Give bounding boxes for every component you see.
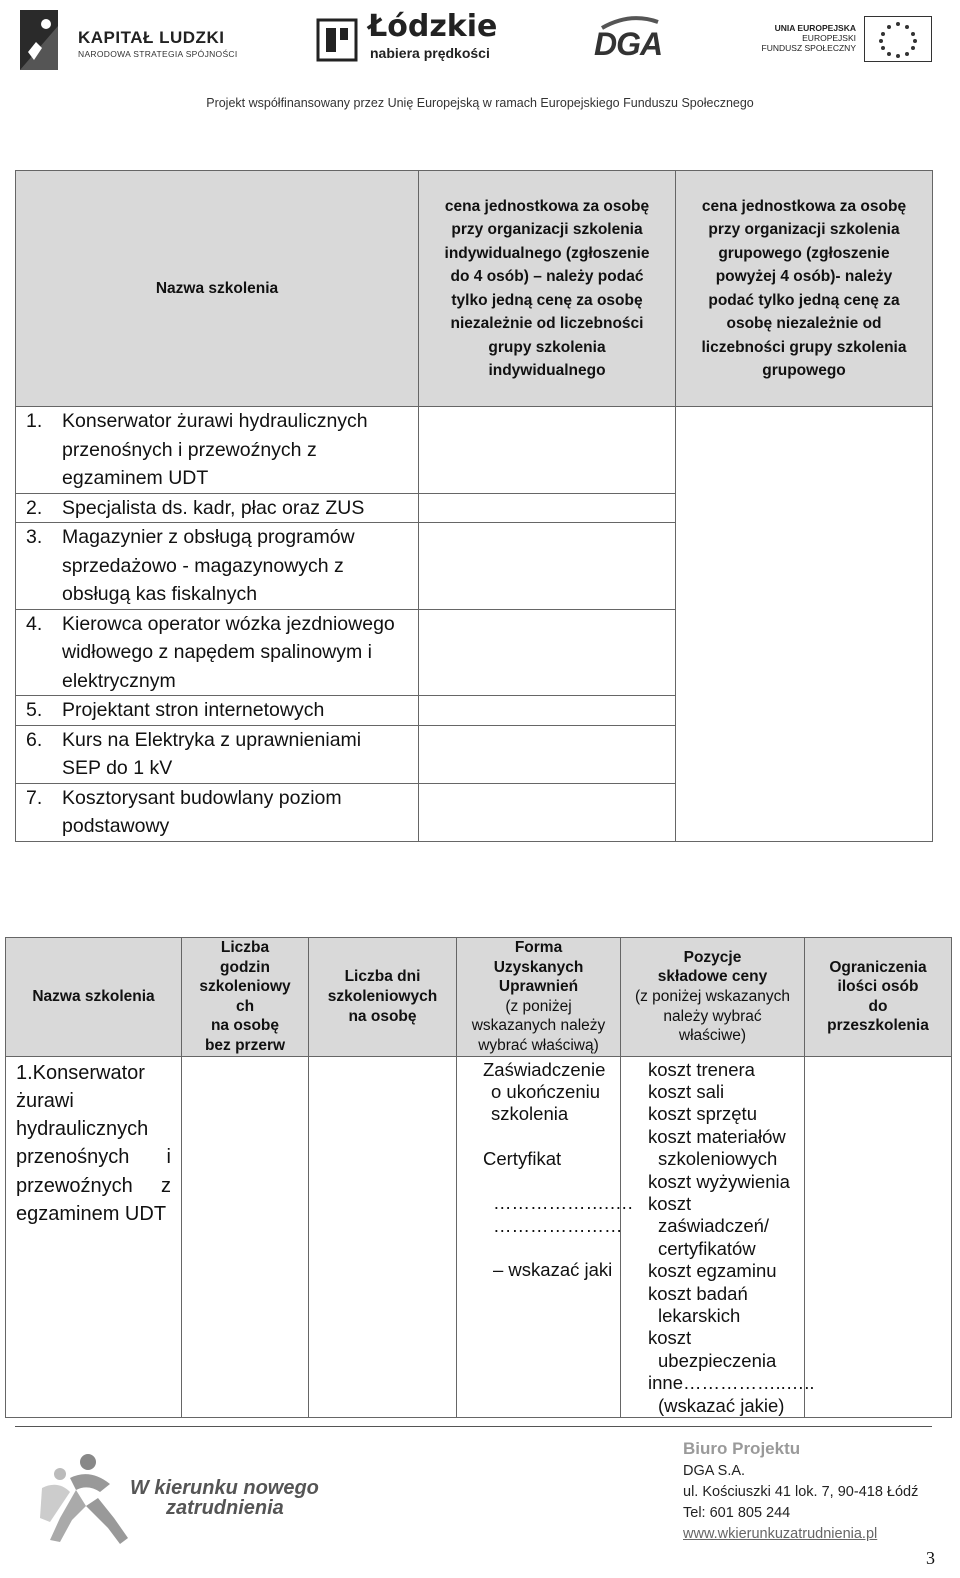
header-days: Liczba dni szkoleniowych na osobę (309, 938, 457, 1057)
forma-cell[interactable]: Zaświadczenie o ukończeniu szkolenia Certyfikat ……………….…. ………………… – wskazać jaki (457, 1056, 621, 1418)
individual-price-cell-3[interactable] (419, 523, 676, 610)
kapital-ludzki-subtitle: NARODOWA STRATEGIA SPÓJNOŚCI (78, 49, 238, 59)
lodzkie-emblem-icon (316, 18, 358, 62)
logo-line-2: zatrudnienia (166, 1497, 284, 1519)
pozycje-cell[interactable]: koszt trenera koszt sali koszt sprzętu koszt materiałów szkoleniowych koszt wyżywienia koszt zaświadczeń/ certyfikatów koszt egzaminu koszt badań lekarskich koszt ubezpieczenia inne……………..….. (wskazać jakie) (621, 1056, 805, 1418)
eu-logo (762, 16, 932, 62)
training-name-3: 3. Magazynier z obsługą programów sprzedażowo - magazynowych z obsługą kas fiskalnych (16, 523, 419, 610)
footer-divider (15, 1426, 932, 1427)
individual-price-cell-6[interactable] (419, 725, 676, 783)
eu-line-3: FUNDUSZ SPOŁECZNY (761, 43, 856, 53)
office-title: Biuro Projektu (683, 1439, 801, 1458)
logo-line-1: W kierunku nowego (130, 1477, 319, 1499)
prices-table-header (16, 171, 933, 407)
header-pozycje: Pozycje składowe ceny (z poniżej wskazanych należy wybrać właściwe) (621, 938, 805, 1057)
dga-text: DGA (594, 26, 663, 62)
header-individual-price: cena jednostkowa za osobę przy organizacji szkolenia indywidualnego (zgłoszenie do 4 osób) – należy podać tylko jedną cenę za osobę niezależnie od liczebności grupy szkolenia indywidualnego (419, 171, 676, 407)
individual-price-cell-2[interactable] (419, 493, 676, 523)
header-limit: Ograniczenia ilości osób do przeszkolenia (805, 938, 952, 1057)
training-name-7: 7. Kosztorysant budowlany poziom podstawowy (16, 783, 419, 841)
training-name-6: 6. Kurs na Elektryka z uprawnieniami SEP do 1 kV (16, 725, 419, 783)
w-kierunku-logo (20, 1440, 340, 1550)
training-name-4: 4. Kierowca operator wózka jezdniowego widłowego z napędem spalinowym i elektrycznym (16, 609, 419, 696)
dga-logo (590, 16, 680, 66)
days-cell[interactable] (309, 1056, 457, 1418)
individual-price-cell-1[interactable] (419, 407, 676, 494)
eu-line-1: UNIA EUROPEJSKA (774, 23, 856, 33)
details-table-header (6, 938, 952, 1057)
individual-price-cell-7[interactable] (419, 783, 676, 841)
header-training-name: Nazwa szkolenia (16, 171, 419, 407)
training-details-table (5, 937, 952, 1418)
individual-price-cell-4[interactable] (419, 609, 676, 696)
training-name-5: 5. Projektant stron internetowych (16, 696, 419, 726)
training-name-1: 1. Konserwator żurawi hydraulicznych przenośnych i przewoźnych z egzaminem UDT (16, 407, 419, 494)
running-figures-icon (20, 1448, 140, 1548)
details-training-name: 1.Konserwator żurawi hydraulicznych przenośnych i przewoźnych z egzaminem UDT (6, 1056, 182, 1418)
company-name: DGA S.A. (683, 1463, 746, 1479)
eu-flag-icon (864, 16, 932, 62)
eu-text (746, 23, 856, 53)
lodzkie-logo (316, 9, 516, 68)
hours-cell[interactable] (182, 1056, 309, 1418)
lodzkie-title: Łódzkie (368, 9, 498, 44)
training-name-2: 2. Specjalista ds. kadr, płac oraz ZUS (16, 493, 419, 523)
header-forma: Forma Uzyskanych Uprawnień (z poniżej wskazanych należy wybrać właściwą) (457, 938, 621, 1057)
group-price-cell-1[interactable] (676, 407, 933, 842)
limit-cell[interactable] (805, 1056, 952, 1418)
project-website-link[interactable]: www.wkierunkuzatrudnienia.pl (683, 1526, 878, 1542)
prices-table (15, 170, 933, 842)
header-name: Nazwa szkolenia (6, 938, 182, 1057)
kapital-ludzki-logo (16, 6, 246, 76)
table-row (16, 407, 933, 494)
kapital-ludzki-title: KAPITAŁ LUDZKI (78, 28, 225, 47)
table-row (6, 1056, 952, 1418)
office-phone: Tel: 601 805 244 (683, 1505, 791, 1521)
eu-line-2: EUROPEJSKI (802, 33, 856, 43)
project-office-info (683, 1438, 953, 1545)
lodzkie-subtitle: nabiera prędkości (370, 45, 490, 61)
header-group-price: cena jednostkowa za osobę przy organizacji szkolenia grupowego (zgłoszenie powyżej 4 osób)- należy podać tylko jedną cenę za osobę niezależnie od liczebności grupy szkolenia grupowego (676, 171, 933, 407)
cofinancing-note: Projekt współfinansowany przez Unię Europejską w ramach Europejskiego Funduszu Społecznego (206, 96, 754, 110)
individual-price-cell-5[interactable] (419, 696, 676, 726)
office-address: ul. Kościuszki 41 lok. 7, 90-418 Łódź (683, 1484, 919, 1500)
kapital-ludzki-emblem-icon (16, 6, 66, 74)
header-hours: Liczba godzin szkoleniowy ch na osobę bez przerw (182, 938, 309, 1057)
page-number: 3 (926, 1548, 935, 1568)
